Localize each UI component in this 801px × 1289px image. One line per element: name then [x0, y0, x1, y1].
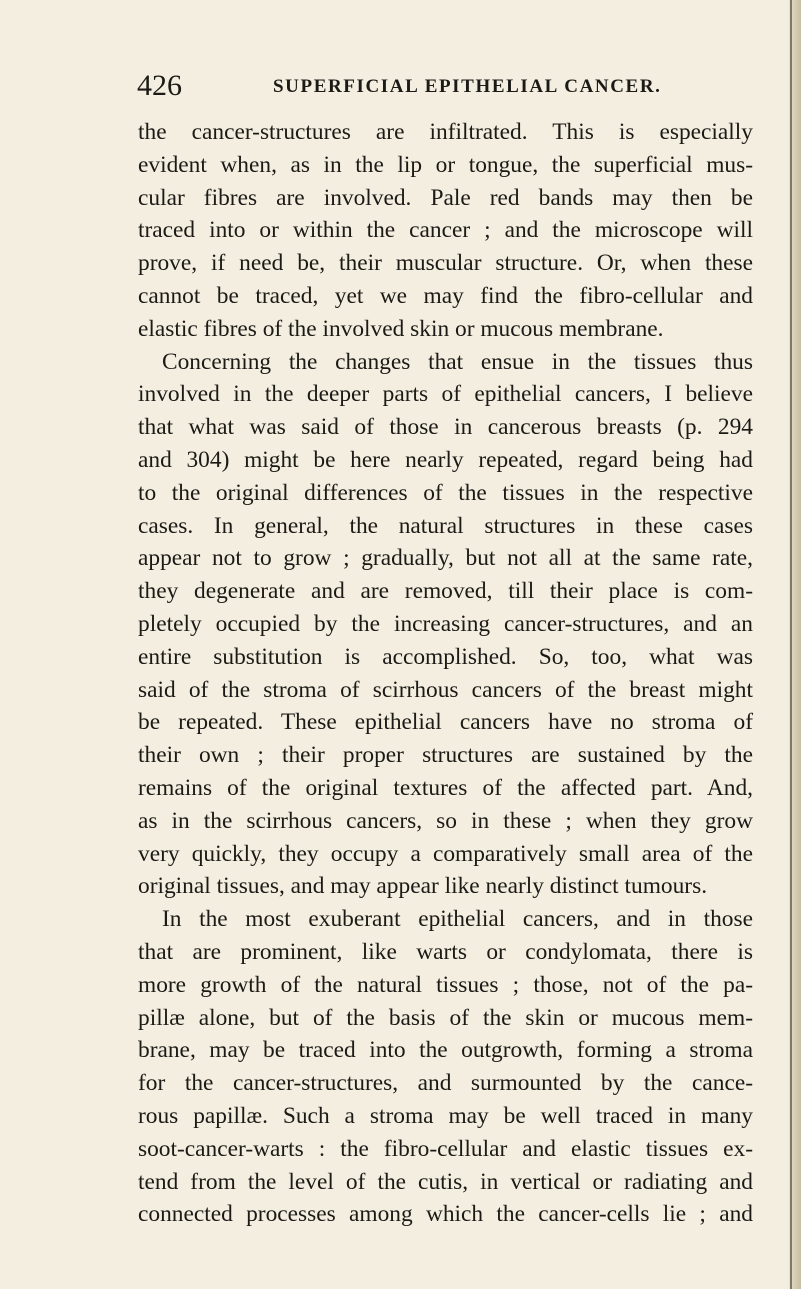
text-line: pletely occupied by the increasing cancer-structures, and an: [138, 610, 753, 637]
paragraph-start-line: Concerning the changes that ensue in the tissues thus: [162, 348, 753, 375]
text-line: that what was said of those in cancerous breasts (p. 294: [138, 414, 753, 441]
text-line: they degenerate and are removed, till their place is com-: [138, 578, 753, 605]
text-line: cases. In general, the natural structures in these cases: [138, 512, 753, 539]
running-title: SUPERFICIAL EPITHELIAL CANCER.: [273, 76, 662, 97]
text-line: to the original differences of the tissues in the respective: [138, 479, 753, 506]
body-text: [138, 116, 753, 1231]
text-line: more growth of the natural tissues ; those, not of the pa-: [138, 971, 753, 998]
paragraph-start-line: In the most exuberant epithelial cancers, and in those: [162, 906, 753, 933]
text-line: cular fibres are involved. Pale red bands may then be: [138, 184, 753, 211]
text-line: prove, if need be, their muscular structure. Or, when these: [138, 250, 753, 277]
text-line: for the cancer-structures, and surmounted by the cance-: [138, 1070, 753, 1097]
page-number: 426: [137, 69, 182, 102]
text-line: rous papillæ. Such a stroma may be well traced in many: [138, 1102, 753, 1129]
text-line: be repeated. These epithelial cancers have no stroma of: [138, 709, 753, 736]
text-line: evident when, as in the lip or tongue, the superficial mus-: [138, 151, 753, 178]
text-line: elastic fibres of the involved skin or mucous membrane.: [138, 315, 664, 342]
text-line: pillæ alone, but of the basis of the skin or mucous mem-: [138, 1004, 753, 1031]
text-line: soot-cancer-warts : the fibro-cellular and elastic tissues ex-: [138, 1135, 753, 1162]
text-line: said of the stroma of scirrhous cancers of the breast might: [138, 676, 753, 703]
text-line: entire substitution is accomplished. So, too, what was: [138, 643, 753, 670]
text-line: and 304) might be here nearly repeated, regard being had: [138, 446, 753, 473]
text-line: original tissues, and may appear like nearly distinct tumours.: [138, 873, 708, 900]
text-line: traced into or within the cancer ; and the microscope will: [138, 217, 753, 244]
text-line: remains of the original textures of the affected part. And,: [138, 774, 753, 801]
page-binding-line: [790, 0, 792, 1289]
text-line: connected processes among which the cancer-cells lie ; and: [138, 1201, 753, 1228]
text-line: cannot be traced, yet we may find the fibro-cellular and: [138, 282, 753, 309]
text-line: the cancer-structures are infiltrated. This is especially: [138, 119, 753, 145]
text-line: tend from the level of the cutis, in vertical or radiating and: [138, 1168, 753, 1195]
text-line: involved in the deeper parts of epithelial cancers, I believe: [138, 381, 753, 408]
text-line: brane, may be traced into the outgrowth, forming a stroma: [138, 1037, 753, 1064]
text-line: very quickly, they occupy a comparatively small area of the: [138, 840, 753, 867]
text-line: their own ; their proper structures are sustained by the: [138, 742, 753, 769]
text-line: appear not to grow ; gradually, but not all at the same rate,: [138, 545, 753, 572]
text-line: as in the scirrhous cancers, so in these ; when they grow: [138, 807, 753, 834]
text-line: that are prominent, like warts or condylomata, there is: [138, 938, 753, 965]
running-header: [137, 66, 757, 106]
